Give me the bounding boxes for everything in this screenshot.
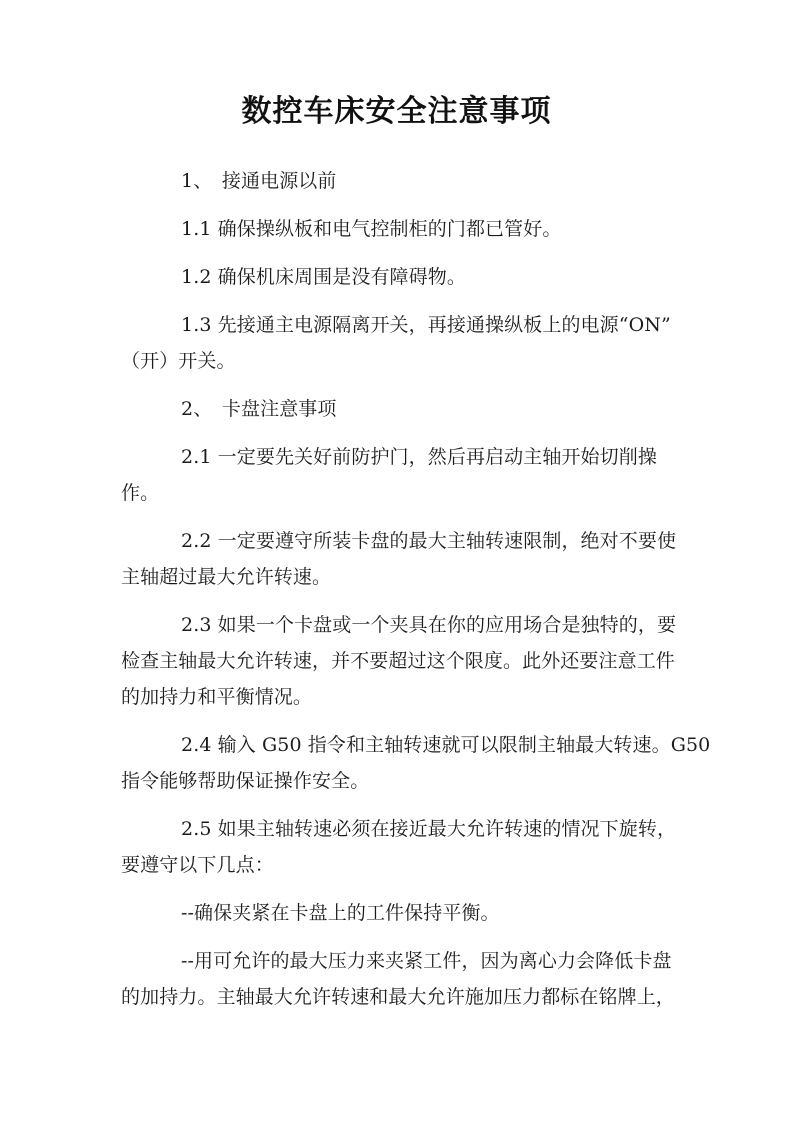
text-line: 2.5 如果主轴转速必须在接近最大允许转速的情况下旋转， <box>181 818 677 840</box>
paragraph <box>121 895 681 931</box>
paragraph <box>121 439 681 511</box>
text-line: 的加持力和平衡情况。 <box>121 686 313 708</box>
paragraph <box>121 727 711 799</box>
paragraph <box>121 391 681 427</box>
text-line: （开）开关。 <box>121 350 236 372</box>
text-line: 指令能够帮助保证操作安全。 <box>121 770 370 792</box>
paragraph <box>121 163 681 199</box>
text-line: 检查主轴最大允许转速，并不要超过这个限度。此外还要注意工件 <box>121 650 675 672</box>
text-line: 2.2 一定要遵守所装卡盘的最大主轴转速限制，绝对不要使 <box>181 530 677 552</box>
paragraph <box>121 259 681 295</box>
text-line: 1.3 先接通主电源隔离开关，再接通操纵板上的电源“ON” <box>181 314 671 336</box>
text-line: 作。 <box>121 482 160 504</box>
text-line: 的加持力。主轴最大允许转速和最大允许施加压力都标在铭牌上， <box>121 986 675 1008</box>
text-line: 要遵守以下几点： <box>121 854 274 876</box>
text-line: 2、 卡盘注意事项 <box>181 398 337 420</box>
text-line: 2.3 如果一个卡盘或一个夹具在你的应用场合是独特的，要 <box>181 614 677 636</box>
paragraph <box>121 943 681 1015</box>
paragraph <box>121 607 681 715</box>
paragraph <box>121 811 681 883</box>
text-line: --确保夹紧在卡盘上的工件保持平衡。 <box>181 902 500 924</box>
text-line: 1、 接通电源以前 <box>181 170 337 192</box>
paragraph <box>121 307 681 379</box>
text-line: 2.1 一定要先关好前防护门，然后再启动主轴开始切削操 <box>181 446 657 468</box>
text-line: 2.4 输入 G50 指令和主轴转速就可以限制主轴最大转速。G50 <box>181 734 711 756</box>
paragraph <box>121 523 681 595</box>
paragraph <box>121 211 681 247</box>
document-body <box>121 163 711 1015</box>
text-line: 1.2 确保机床周围是没有障碍物。 <box>181 266 466 288</box>
text-line: 主轴超过最大允许转速。 <box>121 566 332 588</box>
document-title: 数控车床安全注意事项 <box>241 94 552 129</box>
text-line: 1.1 确保操纵板和电气控制柜的门都已管好。 <box>181 218 562 240</box>
text-line: --用可允许的最大压力来夹紧工件，因为离心力会降低卡盘 <box>181 950 672 972</box>
